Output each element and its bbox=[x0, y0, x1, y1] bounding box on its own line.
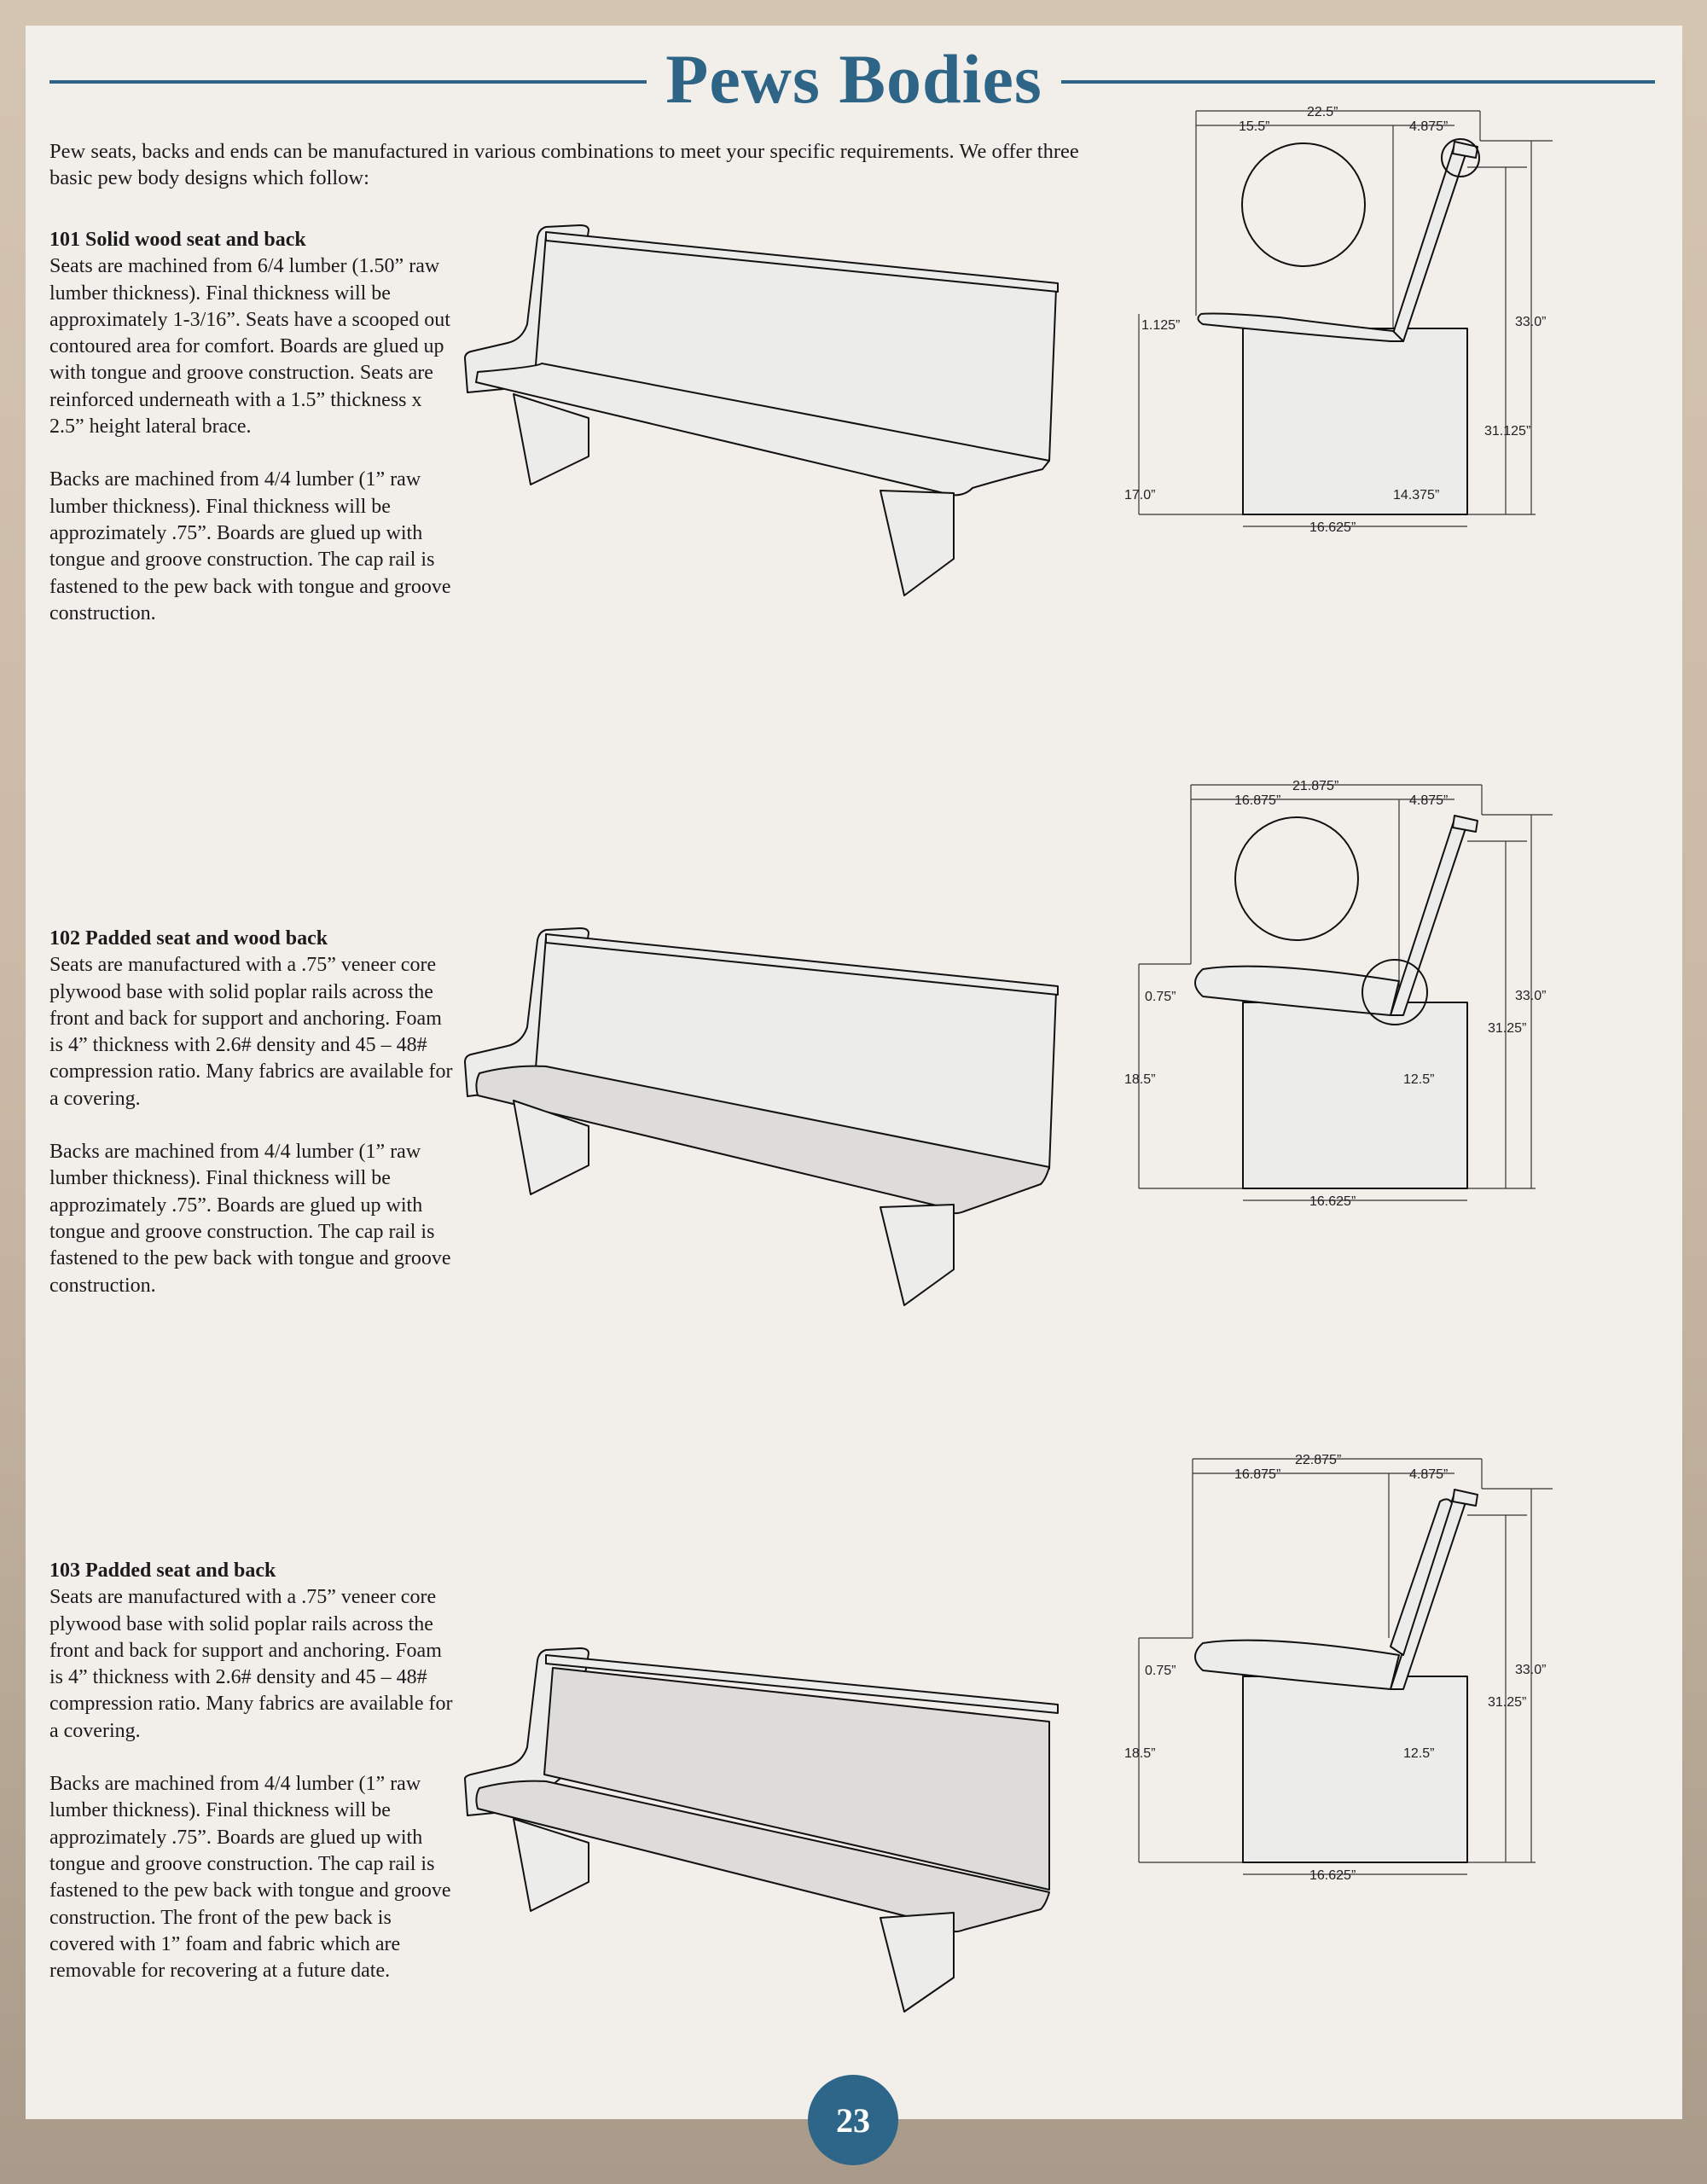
page-title: Pews Bodies bbox=[665, 40, 1042, 118]
section-103 bbox=[49, 1558, 459, 2011]
dim-seat-depth: 16.875” bbox=[1234, 793, 1281, 808]
dim-overall-height: 33.0” bbox=[1515, 1663, 1547, 1677]
profile-drawing-103 bbox=[1109, 1442, 1638, 2022]
dim-seat-height: 18.5” bbox=[1124, 1746, 1156, 1761]
section-heading: 101 Solid wood seat and back bbox=[49, 229, 306, 251]
pew-end-panel bbox=[1243, 1676, 1467, 1862]
bench-leg-right bbox=[880, 491, 954, 595]
dim-seat-height: 17.0” bbox=[1124, 488, 1156, 502]
back-description: Backs are machined from 4/4 lumber (1” raw lumber thickness). Final thickness will be approzimately .75”. Boards are glued up with tongue and groove construction. The cap rail is fastened to the pew back with tongue and groove construction. bbox=[49, 1141, 451, 1297]
seat-description: Seats are machined from 6/4 lumber (1.50” raw lumber thickness). Final thickness will be approximately 1-3/16”. Seats have a scooped out contoured area for comfort. Boards are glued up with tongue and groove construction. Seats are reinforced underneath with a 1.5” thickness x 2.5” height lateral brace. bbox=[49, 255, 450, 439]
pew-end-panel bbox=[1243, 328, 1467, 514]
back-description: Backs are machined from 4/4 lumber (1” raw lumber thickness). Final thickness will be approzimately .75”. Boards are glued up with tongue and groove construction. The cap rail is fastened to the pew back with tongue and groove construction. The front of the pew back is covered with 1” foam and fabric which are removable for recovering at a future date. bbox=[49, 1773, 451, 1983]
bench-illustration-102 bbox=[461, 913, 1100, 1314]
dim-overall-depth: 22.875” bbox=[1295, 1453, 1342, 1467]
dim-back-depth: 4.875” bbox=[1409, 1467, 1449, 1482]
dim-back-depth: 4.875” bbox=[1409, 119, 1449, 134]
section-102 bbox=[49, 926, 459, 1326]
bench-illustration-101 bbox=[461, 213, 1100, 606]
bench-leg-right bbox=[880, 1205, 954, 1305]
title-rule-right bbox=[1061, 80, 1655, 84]
seat-description: Seats are manufactured with a .75” veneer core plywood base with solid poplar rails across the front and back for support and anchoring. Foam is 4” thickness with 2.6# density and 45 – 48# compression ratio. Many fabrics are available for a covering. bbox=[49, 1586, 453, 1742]
bench-illustration-103 bbox=[461, 1595, 1100, 2022]
dim-seat-thickness: 0.75” bbox=[1145, 990, 1176, 1004]
section-101 bbox=[49, 227, 459, 653]
pew-end-panel bbox=[1243, 1002, 1467, 1188]
dim-back-depth: 4.875” bbox=[1409, 793, 1449, 808]
dim-seat-depth: 15.5” bbox=[1239, 119, 1270, 134]
pew-back-board bbox=[1391, 1493, 1467, 1689]
section-heading: 103 Padded seat and back bbox=[49, 1560, 276, 1582]
section-heading: 102 Padded seat and wood back bbox=[49, 927, 328, 950]
dim-base-width: 16.625” bbox=[1309, 1194, 1356, 1209]
dim-end-height: 31.25” bbox=[1488, 1021, 1527, 1036]
back-description: Backs are machined from 4/4 lumber (1” raw lumber thickness). Final thickness will be approzimately .75”. Boards are glued up with tongue and groove construction. The cap rail is fastened to the pew back with tongue and groove construction. bbox=[49, 468, 451, 624]
dim-end-height: 31.25” bbox=[1488, 1695, 1527, 1710]
dim-under-seat-height: 14.375” bbox=[1393, 488, 1440, 502]
dim-seat-thickness: 0.75” bbox=[1145, 1664, 1176, 1678]
dim-seat-height: 18.5” bbox=[1124, 1072, 1156, 1087]
dim-seat-depth: 16.875” bbox=[1234, 1467, 1281, 1482]
dim-under-seat-height: 12.5” bbox=[1403, 1072, 1435, 1087]
intro-paragraph: Pew seats, backs and ends can be manufactured in various combinations to meet your specific requirements. We offer three basic pew body designs which follow: bbox=[49, 140, 1079, 189]
seat-description: Seats are manufactured with a .75” veneer core plywood base with solid poplar rails across the front and back for support and anchoring. Foam is 4” thickness with 2.6# density and 45 – 48# compression ratio. Many fabrics are available for a covering. bbox=[49, 954, 453, 1110]
page-number-badge: 23 bbox=[808, 2075, 898, 2165]
bench-leg-left bbox=[514, 394, 589, 485]
dim-overall-height: 33.0” bbox=[1515, 989, 1547, 1003]
pew-back-board bbox=[1391, 145, 1467, 341]
dim-end-height: 31.125” bbox=[1484, 424, 1531, 439]
profile-drawing-101 bbox=[1109, 94, 1638, 674]
dim-overall-depth: 22.5” bbox=[1307, 105, 1338, 119]
detail-circle-large bbox=[1242, 143, 1365, 266]
profile-drawing-102 bbox=[1109, 768, 1638, 1348]
title-rule-left bbox=[49, 80, 647, 84]
detail-circle-large bbox=[1235, 817, 1358, 940]
dim-seat-thickness: 1.125” bbox=[1141, 318, 1181, 333]
dim-base-width: 16.625” bbox=[1309, 1868, 1356, 1883]
pew-back-board bbox=[1391, 819, 1467, 1015]
dim-under-seat-height: 12.5” bbox=[1403, 1746, 1435, 1761]
bench-leg-right bbox=[880, 1913, 954, 2012]
dim-overall-depth: 21.875” bbox=[1292, 779, 1339, 793]
dim-base-width: 16.625” bbox=[1309, 520, 1356, 535]
dim-overall-height: 33.0” bbox=[1515, 315, 1547, 329]
